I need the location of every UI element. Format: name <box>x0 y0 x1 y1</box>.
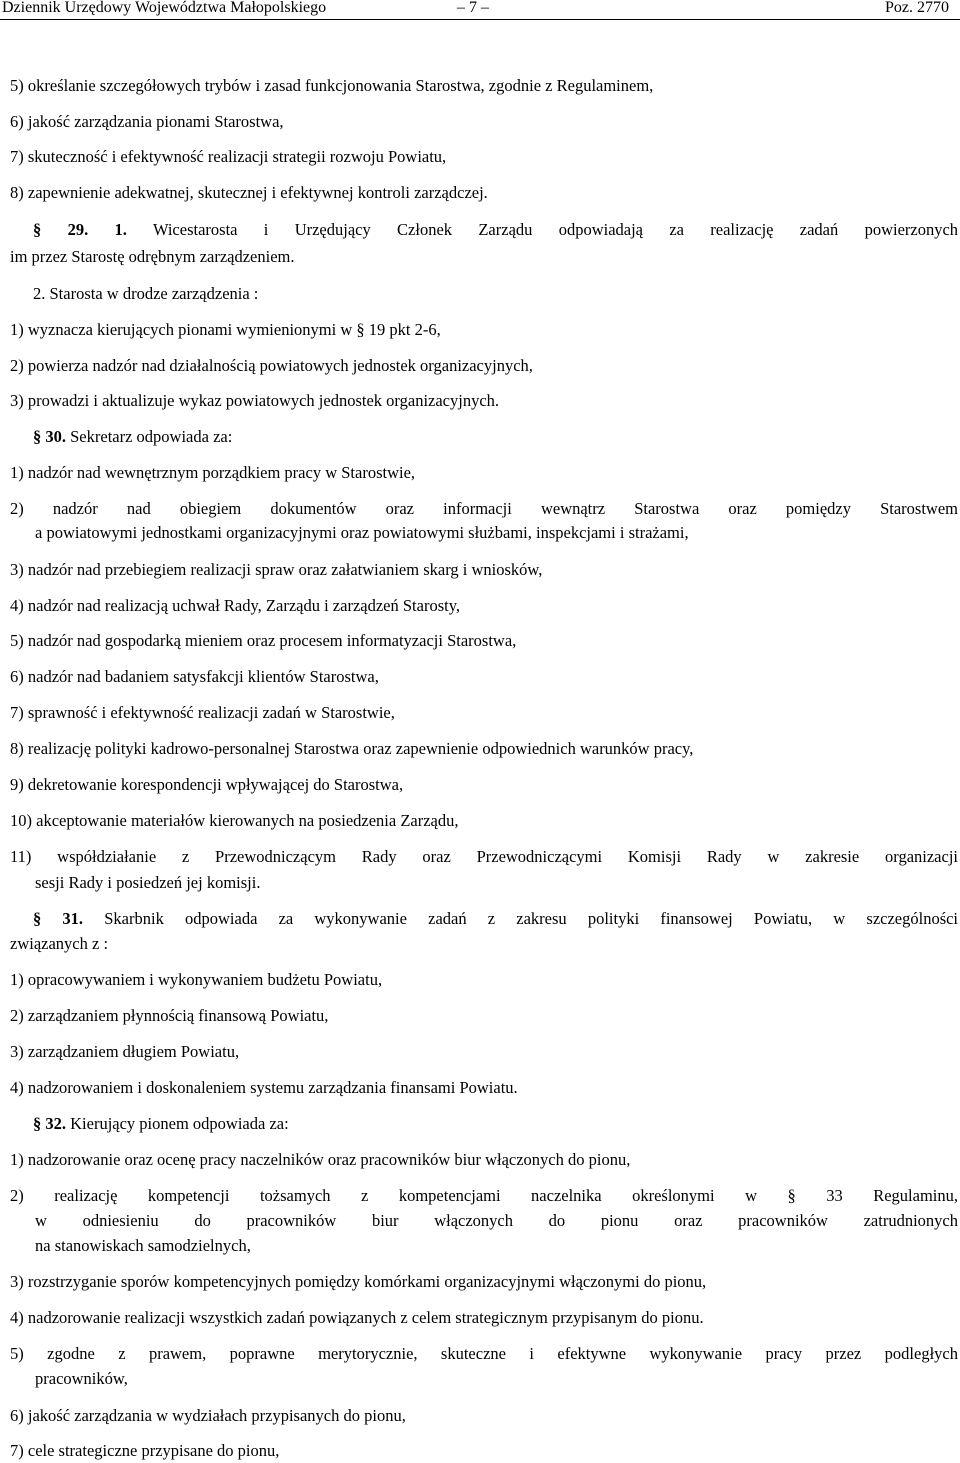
list-item: 11) współdziałanie z Przewodniczącym Rady oraz Przewodniczącymi Komisji Rady w zakresie organizacji <box>10 847 958 866</box>
list-item: 8) zapewnienie adekwatnej, skutecznej i efektywnej kontroli zarządczej. <box>10 183 488 202</box>
list-item: 9) dekretowanie korespondencji wpływającej do Starostwa, <box>10 775 404 794</box>
list-item: 3) rozstrzyganie sporów kompetencyjnych pomiędzy komórkami organizacyjnymi włączonymi do pionu, <box>10 1272 707 1291</box>
list-item: 7) skuteczność i efektywność realizacji strategii rozwoju Powiatu, <box>10 147 447 166</box>
section-31-heading: § 31. Skarbnik odpowiada za wykonywanie zadań z zakresu polityki finansowej Powiatu, w szczególności <box>33 909 959 928</box>
section-30-heading: § 30. Sekretarz odpowiada za: <box>33 427 233 446</box>
list-item: 1) opracowywaniem i wykonywaniem budżetu Powiatu, <box>10 970 383 989</box>
list-item: 2) zarządzaniem płynnością finansową Powiatu, <box>10 1006 329 1025</box>
list-item: 1) nadzór nad wewnętrznym porządkiem pracy w Starostwie, <box>10 463 416 482</box>
list-item: 10) akceptowanie materiałów kierowanych na posiedzenia Zarządu, <box>10 811 459 830</box>
list-item: 5) nadzór nad gospodarką mieniem oraz procesem informatyzacji Starostwa, <box>10 631 517 650</box>
list-item-continuation: pracowników, <box>35 1369 128 1388</box>
list-item: 6) jakość zarządzania pionami Starostwa, <box>10 112 284 131</box>
list-item: 5) zgodne z prawem, poprawne merytorycznie, skuteczne i efektywne wykonywanie pracy przez podległych <box>10 1344 958 1363</box>
position-number: Poz. 2770 <box>885 0 949 16</box>
list-item-continuation: na stanowiskach samodzielnych, <box>35 1236 251 1255</box>
list-item: 3) nadzór nad przebiegiem realizacji spraw oraz załatwianiem skarg i wniosków, <box>10 560 543 579</box>
list-item: 7) cele strategiczne przypisane do pionu, <box>10 1441 280 1460</box>
list-item: 4) nadzorowaniem i doskonaleniem systemu zarządzania finansami Powiatu. <box>10 1078 518 1097</box>
paragraph-line: związanych z : <box>10 934 109 953</box>
list-item: 2) realizację kompetencji tożsamych z kompetencjami naczelnika określonymi w § 33 Regulaminu, <box>10 1186 958 1205</box>
list-item: 1) nadzorowanie oraz ocenę pracy naczelników oraz pracowników biur włączonych do pionu, <box>10 1150 631 1169</box>
section-32-number: § 32. <box>33 1114 66 1133</box>
list-item: 6) jakość zarządzania w wydziałach przypisanych do pionu, <box>10 1406 406 1425</box>
page-number: – 7 – <box>457 0 489 16</box>
section-32-heading: § 32. Kierujący pionem odpowiada za: <box>33 1114 289 1133</box>
list-item: 7) sprawność i efektywność realizacji zadań w Starostwie, <box>10 703 395 722</box>
list-item: 4) nadzór nad realizacją uchwał Rady, Zarządu i zarządzeń Starosty, <box>10 596 461 615</box>
list-item: 5) określanie szczegółowych trybów i zasad funkcjonowania Starostwa, zgodnie z Regulaminem, <box>10 76 654 95</box>
list-item: 3) prowadzi i aktualizuje wykaz powiatowych jednostek organizacyjnych. <box>10 391 500 410</box>
list-item-continuation: a powiatowymi jednostkami organizacyjnymi oraz powiatowymi służbami, inspekcjami i strażami, <box>35 523 689 542</box>
list-item-continuation: w odniesieniu do pracowników biur włączonych do pionu oraz pracowników zatrudnionych <box>35 1211 958 1230</box>
list-item: 4) nadzorowanie realizacji wszystkich zadań powiązanych z celem strategicznym przypisanym do pionu. <box>10 1308 704 1327</box>
list-item: 8) realizację polityki kadrowo-personalnej Starostwa oraz zapewnienie odpowiednich warunków pracy, <box>10 739 694 758</box>
list-item: 3) zarządzaniem długiem Powiatu, <box>10 1042 240 1061</box>
section-29-paragraph-1: § 29. 1. Wicestarosta i Urzędujący Członek Zarządu odpowiadają za realizację zadań powierzonych <box>33 220 959 239</box>
page-header <box>0 0 960 20</box>
section-30-number: § 30. <box>33 427 66 446</box>
list-item-continuation: sesji Rady i posiedzeń jej komisji. <box>35 873 261 892</box>
section-29-paragraph-2: 2. Starosta w drodze zarządzenia : <box>33 284 259 303</box>
list-item: 2) nadzór nad obiegiem dokumentów oraz informacji wewnątrz Starostwa oraz pomiędzy Starostwem <box>10 499 958 518</box>
list-item: 2) powierza nadzór nad działalnością powiatowych jednostek organizacyjnych, <box>10 356 533 375</box>
journal-title: Dziennik Urzędowy Województwa Małopolskiego <box>2 0 327 16</box>
list-item: 6) nadzór nad badaniem satysfakcji klientów Starostwa, <box>10 667 379 686</box>
list-item: 1) wyznacza kierujących pionami wymienionymi w § 19 pkt 2-6, <box>10 320 441 339</box>
section-31-number: § 31. <box>33 909 84 928</box>
paragraph-line: im przez Starostę odrębnym zarządzeniem. <box>10 247 295 266</box>
section-29-number: § 29. <box>33 220 89 239</box>
